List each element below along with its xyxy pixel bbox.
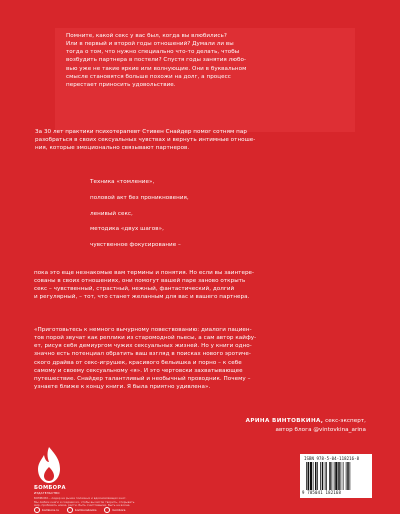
quote-line: ет, рисуя себя демиургом чужих сексуальных жизней. Но у книги одно- [34, 343, 252, 350]
quote-line: значно есть потенциал обратить ваш взгляд в поисках нового эротиче- [34, 351, 251, 358]
quote-line: самому и своему сексуальному «я». И это чертовски захватывающее [34, 367, 243, 374]
technique-item: половой акт без проникновения, [90, 194, 189, 201]
social-link-1[interactable] [67, 507, 97, 513]
footnote-line: мир, пробовать новое, расти. Быть счастливыми. Быть на волне. [34, 503, 131, 508]
author-blog: автор блога @vintovkina_arina [275, 427, 366, 433]
quote-line: «Приготовьтесь к немного вычурному повествованию: диалоги пациен- [34, 327, 252, 333]
intro-text [66, 32, 246, 89]
barcode-bars [306, 462, 366, 490]
technique-item: чувственное фокусирование – [90, 242, 181, 248]
barcode-number: 9 785041 182168 [302, 490, 342, 495]
technique-item: методика «двух шагов», [90, 226, 164, 233]
intro-line: смысле становятся больше похожи на долг, а процесс [66, 73, 231, 80]
intro-line: Или в первый и второй годы отношений? Думали ли вы [66, 41, 234, 48]
intro-line: перестает приносить удовольствие. [66, 81, 176, 88]
quote-line: тов порой звучат как реплики из старомодной пьесы, а сам автор кайфу- [34, 335, 257, 342]
tail-line: пока это еще незнакомые вам термины и понятия. Но если вы заинтере- [34, 270, 255, 276]
tail-line: сованы в своих отношениях, они помогут вашей паре заново открыть [34, 278, 246, 285]
tail-text [34, 269, 254, 302]
social-label-2: bombora [112, 508, 126, 512]
author-name: АРИНА ВИНТОВКИНА, [245, 418, 324, 424]
practice-line: За 30 лет практики психотерапевт Стивен Снайдер помог сотням пар [35, 129, 247, 135]
instagram-icon [104, 507, 110, 513]
publisher-social-links [34, 507, 125, 513]
site-label: bombora.ru [42, 508, 59, 512]
technique-item: Техника «томление», [90, 179, 155, 185]
practice-line: разобраться в своих сексуальных чувствах и вернуть интимные отноше- [35, 137, 256, 144]
intro-line: тогда о том, что нужно специально что-то делать, чтобы [66, 49, 240, 56]
review-quote [34, 326, 256, 391]
social-label-1: bomborabooks [74, 508, 97, 512]
isbn-label: ISBN 978-5-04-118216-8 [304, 456, 360, 461]
author-role: секс-эксперт, [323, 418, 366, 424]
quote-line: узнаете ближе к концу книги. Я была приятно удивлена». [34, 384, 211, 391]
footnote-line: Мы любим книги и создаем их, чтобы вы могли творить, открывать [34, 499, 135, 504]
intro-line: Помните, какой секс у вас был, когда вы влюбились? [66, 33, 227, 39]
social-link-2[interactable] [104, 507, 125, 513]
quote-line: ского драйва от секс-игрушек, красивого бельишка и порно – к себе [34, 359, 242, 366]
intro-line: вью уже не такие яркие или волнующие. Они в буквальном [66, 65, 247, 72]
technique-item: ленивый секс, [90, 210, 133, 217]
site-link[interactable] [34, 507, 59, 513]
tail-line: секс – чувственный, страстный, нежный, фантастический, долгий [34, 286, 235, 293]
tail-line: и регулярный, – тот, что станет желанным для вас и вашего партнера. [34, 294, 250, 301]
vk-icon [67, 507, 73, 513]
techniques-list [90, 178, 189, 257]
review-author [246, 417, 366, 435]
bombora-logo-icon [34, 445, 64, 485]
globe-icon [34, 507, 40, 513]
publisher-subtitle: ИЗДАТЕЛЬСТВО [34, 491, 60, 495]
quote-line: путешествие. Снайдер талантливый и необычный проводник. Почему – [34, 375, 251, 382]
publisher-name: БОМБОРА [34, 485, 66, 491]
practice-text [35, 128, 255, 152]
practice-line: ния, которые эмоционально связывают партнеров. [35, 145, 190, 152]
footnote-line: БОМБОРА – лидер на рынке полезных и вдохновляющих книг. [34, 496, 127, 500]
intro-line: возбудить партнера в постели? Спустя годы занятия любо- [66, 57, 247, 64]
barcode [300, 454, 372, 498]
